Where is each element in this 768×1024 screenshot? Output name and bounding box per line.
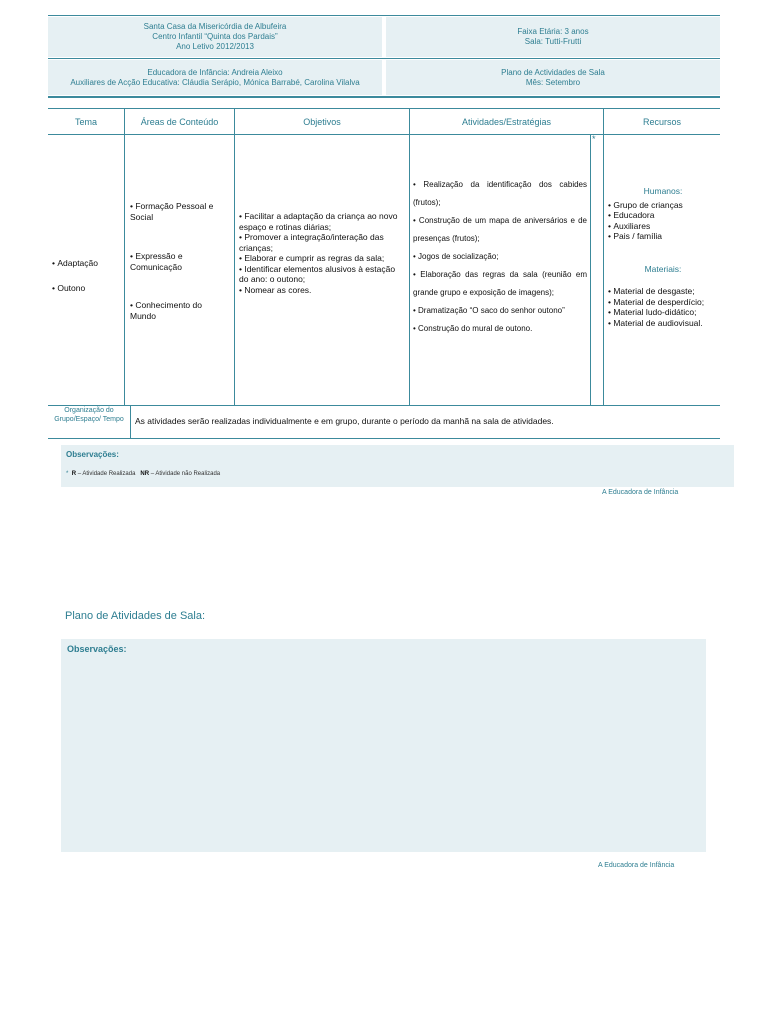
header-staff-cell (48, 60, 382, 95)
recurso-material: • Material de desgaste; (608, 286, 718, 297)
objetivo-item: • Facilitar a adaptação da criança ao novo espaço e rotinas diárias; (239, 211, 404, 232)
col-divider-2 (234, 108, 235, 405)
recurso-material: • Material de desperdício; (608, 297, 718, 308)
recurso-humano: • Grupo de crianças (608, 200, 718, 211)
atividade-item: • Construção de um mapa de aniversários e de presenças (frutos); (413, 212, 587, 248)
col-divider-1 (124, 108, 125, 405)
observacoes-legend (66, 471, 220, 477)
atividade-item: • Construção do mural de outono. (413, 320, 587, 338)
page2-observacoes-panel (61, 639, 706, 852)
table-org-rule (48, 438, 720, 439)
teacher-name: Educadora de Infância: Andreia Aleixo (147, 67, 283, 77)
col-divider-3 (409, 108, 410, 405)
table-top-rule (48, 108, 720, 109)
col-divider-4 (603, 108, 604, 405)
recurso-humano: • Educadora (608, 210, 718, 221)
status-star-marker: * (592, 134, 596, 144)
tema-cell (52, 258, 122, 293)
objetivo-item: • Elaborar e cumprir as regras da sala; (239, 253, 404, 264)
materiais-title: Materiais: (644, 263, 682, 274)
room-name: Sala: Tutti-Frutti (524, 37, 582, 46)
tema-item: • Outono (52, 283, 122, 294)
page2-signature-line: A Educadora de Infância (598, 862, 675, 869)
organizacao-label: Organização do Grupo/Espaço/ Tempo (54, 407, 124, 423)
areas-cell (130, 201, 228, 321)
legend-nr-text: – Atividade não Realizada (149, 471, 221, 477)
col-header-areas: Áreas de Conteúdo (140, 117, 219, 127)
recursos-cell (608, 186, 718, 328)
objetivos-cell (239, 211, 404, 295)
header-top-rule (48, 15, 720, 16)
observacoes-panel (61, 445, 734, 487)
atividade-item: • Elaboração das regras da sala (reunião em grande grupo e exposição de imagens); (413, 266, 587, 302)
tema-item: • Adaptação (52, 258, 122, 269)
institution-name: Santa Casa da Misericórdia de Albufeira (143, 22, 287, 31)
humanos-title: Humanos: (643, 186, 683, 196)
area-item: • Formação Pessoal e Social (130, 201, 228, 251)
header-mid-rule (48, 58, 720, 59)
atividades-cell (413, 176, 587, 338)
signature-line: A Educadora de Infância (602, 489, 679, 496)
area-item: • Conhecimento do Mundo (130, 300, 228, 321)
recurso-humano: • Auxiliares (608, 221, 718, 232)
objetivo-item: • Nomear as cores. (239, 285, 404, 296)
col-header-atividades: Atividades/Estratégias (461, 117, 552, 127)
legend-star: * (66, 471, 69, 477)
center-name: Centro Infantil “Quinta dos Pardais” (152, 32, 278, 41)
header-bottom-rule (48, 96, 720, 98)
status-column-divider (590, 134, 591, 405)
page2-title: Plano de Atividades de Sala: (65, 610, 206, 622)
plan-month: Mês: Setembro (525, 77, 581, 87)
legend-nr: NR (140, 471, 150, 477)
header-institution-cell (48, 17, 382, 57)
area-item: • Expressão e Comunicação (130, 251, 228, 300)
observacoes-title: Observações: (66, 450, 119, 459)
plan-title: Plano de Actividades de Sala (501, 67, 605, 77)
assistants-names: Auxiliares de Acção Educativa: Cláudia Serápio, Mónica Barrabé, Carolina Vilalva (70, 77, 360, 87)
col-header-objetivos: Objetivos (303, 117, 341, 127)
age-group: Faixa Etária: 3 anos (517, 27, 589, 36)
col-header-recursos: Recursos (642, 117, 681, 127)
recurso-material: • Material de audiovisual. (608, 318, 718, 329)
school-year: Ano Letivo 2012/2013 (176, 42, 254, 51)
col-header-tema: Tema (74, 117, 97, 127)
table-body-rule (48, 405, 720, 406)
objetivo-item: • Promover a integração/interação das crianças; (239, 232, 404, 253)
header-age-cell (386, 17, 720, 57)
recurso-material: • Material ludo-didático; (608, 307, 718, 318)
org-divider (130, 405, 131, 438)
organizacao-text: As atividades serão realizadas individualmente e em grupo, durante o período da manhã na sala de atividades. (135, 416, 554, 426)
atividade-item: • Realização da identificação dos cabides (frutos); (413, 176, 587, 212)
legend-r: R (71, 471, 77, 477)
legend-r-text: – Atividade Realizada (76, 471, 136, 477)
header-plan-cell (386, 60, 720, 95)
atividade-item: • Jogos de socialização; (413, 248, 587, 266)
recurso-humano: • Pais / família (608, 231, 718, 242)
table-header-rule (48, 134, 720, 135)
objetivo-item: • Identificar elementos alusivos à estação do ano: o outono; (239, 264, 404, 285)
page2-observacoes-title: Observações: (67, 644, 127, 654)
atividade-item: • Dramatização “O saco do senhor outono” (413, 302, 587, 320)
